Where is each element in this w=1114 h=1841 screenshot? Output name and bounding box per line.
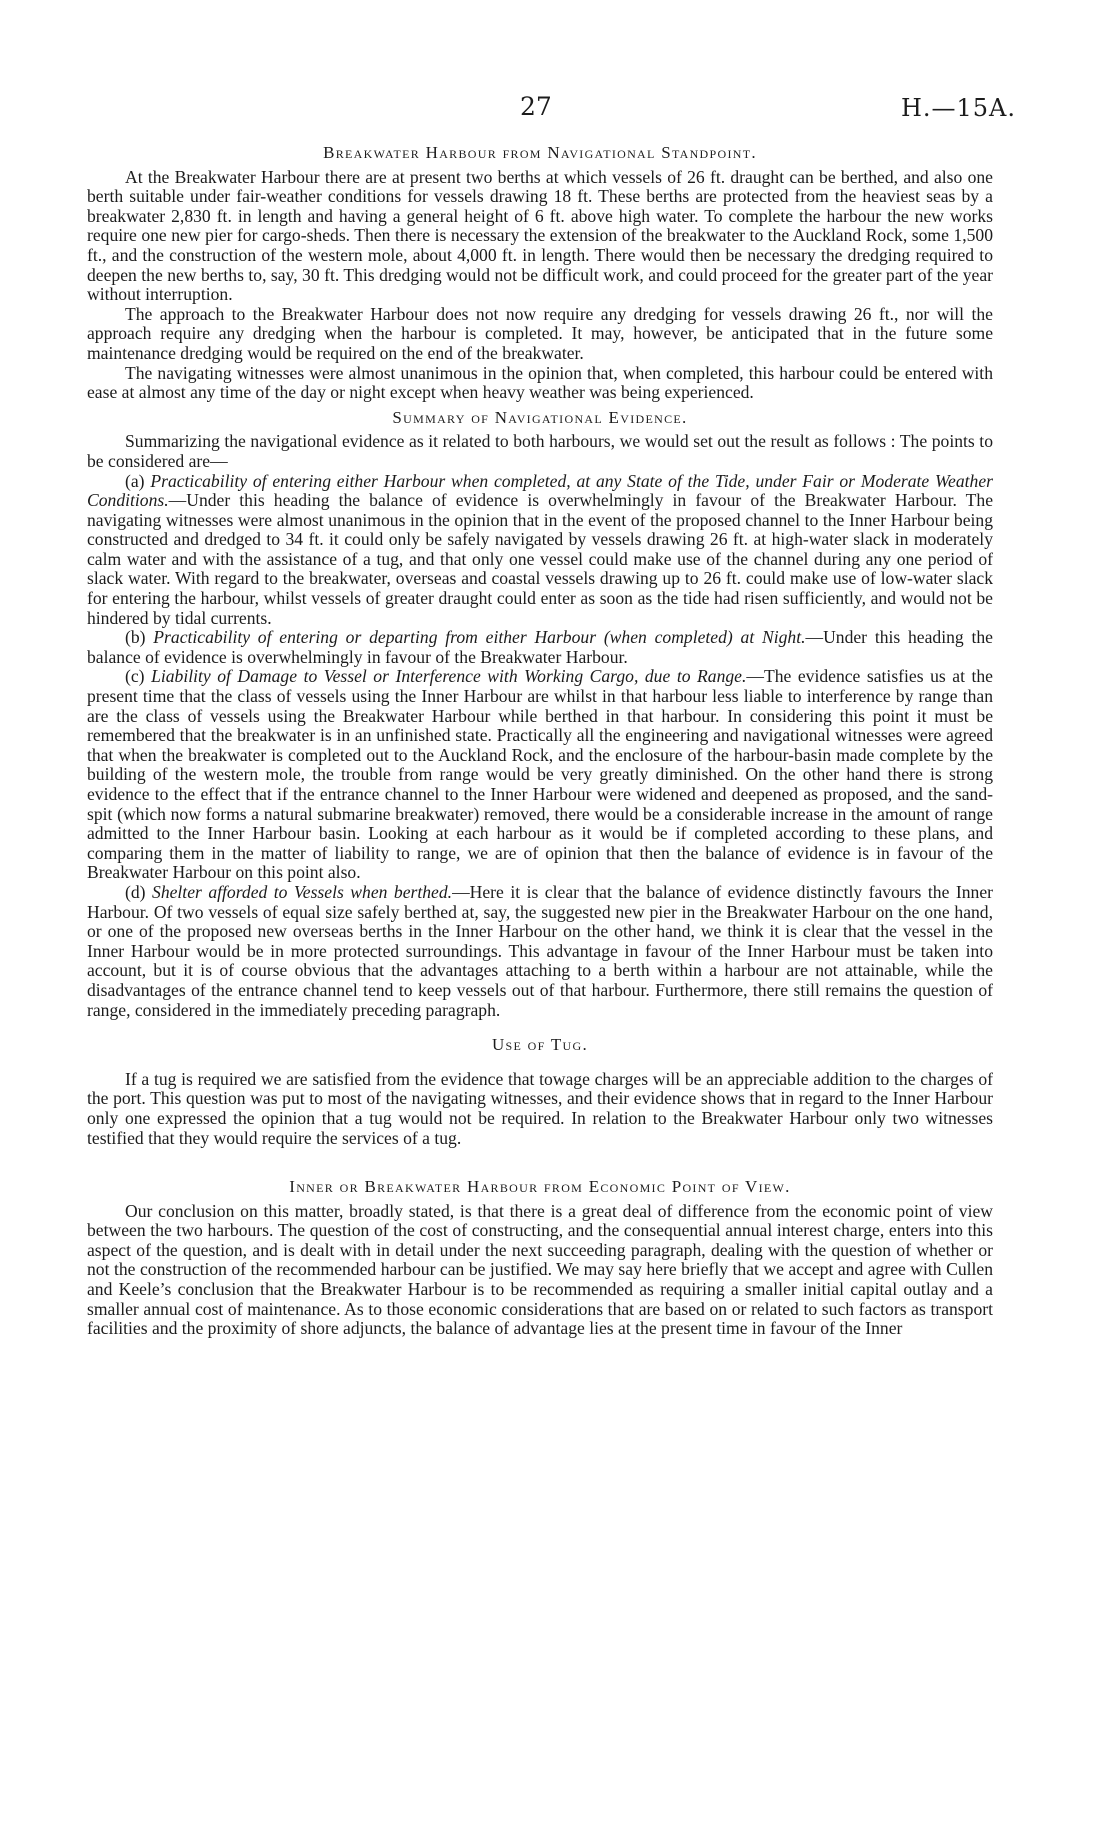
- document-reference: H.—15A.: [900, 94, 1016, 122]
- page-number: 27: [520, 92, 552, 121]
- paragraph: Our conclusion on this matter, broadly stated, is that there is a great deal of difference from the economic point of view between the two harbours. The question of the cost of constructing, and the consequential annual interest charge, enters into this aspect of the question, and is dealt with in detail under the next succeeding paragraph, dealing with the question of whether or not the construction of the recommended harbour can be justified. We may say here briefly that we accept and agree with Cullen and Keele’s conclusion that the Breakwater Harbour is to be recommended as requiring a smaller initial capital outlay and a smaller annual cost of maintenance. As to those economic considerations that are based on or related to such factors as transport facilities and the proximity of shore adjuncts, the balance of advantage lies at the present time in favour of the Inner: [87, 1200, 993, 1339]
- section-heading-economic: Inner or Breakwater Harbour from Economic Point of View.: [289, 1177, 791, 1197]
- paragraph-point-c: [87, 667, 993, 883]
- document-body: [87, 138, 993, 1339]
- paragraph: At the Breakwater Harbour there are at present two berths at which vessels of 26 ft. draught can be berthed, and also one berth suitable under fair-weather conditions for vessels drawing 18 ft. These berths are protected from the heaviest seas by a breakwater 2,830 ft. in length and having a general height of 6 ft. above high water. To complete the harbour the new works require one new pier for cargo-sheds. Then there is necessary the extension of the breakwater to the Auckland Rock, some 1,500 ft., and the construction of the western mole, about 4,000 ft. in length. There would then be necessary the dredging required to deepen the new berths to, say, 30 ft. This dredging would not be difficult work, and could proceed for the greater part of the year without interruption.: [87, 166, 993, 305]
- point-title: Practicability of entering either Harbour when completed, at any State of the Tide, under Fair or Moderate Weather Conditions.: [87, 470, 994, 511]
- point-text: —Under this heading the balance of evidence is overwhelmingly in favour of the Breakwater Harbour. The navigating witnesses were almost unanimous in the opinion that in the event of the proposed channel to the Inner Harbour being constructed and dredged to 34 ft. it could only be safely navigated by vessels drawing 26 ft. at high-water slack in moderately calm water and with the assistance of a tug, and that only one vessel could make use of the channel during any one period of slack water. With regard to the breakwater, overseas and coastal vessels drawing up to 26 ft. could make use of low-water slack for entering the harbour, whilst vessels of greater draught could enter as soon as the tide had risen sufficiently, and would not be hindered by tidal currents.: [87, 490, 993, 628]
- point-title: Liability of Damage to Vessel or Interference with Working Cargo, due to Range.: [151, 666, 747, 687]
- paragraph-point-a: [87, 472, 993, 629]
- section-heading-summary: Summary of Navigational Evidence.: [392, 407, 688, 427]
- point-title: Shelter afforded to Vessels when berthed.: [152, 881, 453, 902]
- spacer: [87, 1020, 993, 1030]
- point-text: —Here it is clear that the balance of evidence distinctly favours the Inner Harbour. Of two vessels of equal size safely berthed at, say, the suggested new pier in the Breakwater Harbour on the one hand, or one of the proposed new overseas berths in the Inner Harbour on the other hand, we think it is clear that the vessel in the Inner Harbour would be in more protected surroundings. This advantage in favour of the Inner Harbour must be taken into account, but it is of course obvious that the advantages attaching to a berth within a harbour are not attainable, while the disadvantages of the entrance channel tend to keep vessels out of that harbour. Furthermore, there still remains the question of range, considered in the immediately preceding paragraph.: [87, 881, 993, 1020]
- point-label: (b): [125, 627, 146, 648]
- point-label: (c): [125, 666, 145, 687]
- paragraph: If a tug is required we are satisfied from the evidence that towage charges will be an appreciable addition to the charges of the port. This question was put to most of the navigating witnesses, and their evidence shows that in regard to the Inner Harbour only one expressed the opinion that a tug would not be required. In relation to the Breakwater Harbour only two witnesses testified that they would require the services of a tug.: [87, 1068, 993, 1148]
- point-title: Practicability of entering or departing from either Harbour (when completed) at Night.: [153, 627, 806, 648]
- point-text: —The evidence satisfies us at the present time that the class of vessels using the Inner Harbour are whilst in that harbour less liable to interference by range than are the class of vessels using the Breakwater Harbour while berthed in that harbour. In considering this point it must be remembered that the breakwater is in an unfinished state. Practically all the engineering and navigational witnesses were agreed that when the breakwater is completed out to the Auckland Rock, and the enclosure of the harbour-basin made complete by the building of the western mole, the trouble from range would be very greatly diminished. On the other hand there is strong evidence to the effect that if the entrance channel to the Inner Harbour were widened and deepened as proposed, and the sand-spit (which now forms a natural submarine breakwater) removed, there would be a considerable increase in the amount of range admitted to the Inner Harbour basin. Looking at each harbour as it would be if completed according to these plans, and comparing them in the matter of liability to range, we are of opinion that then the balance of evidence is in favour of the Breakwater Harbour on this point also.: [87, 666, 993, 883]
- point-label: (a): [125, 470, 145, 491]
- section-heading-tug: Use of Tug.: [491, 1035, 589, 1055]
- paragraph: The approach to the Breakwater Harbour does not now require any dredging for vessels drawing 26 ft., nor will the approach require any dredging when the harbour is completed. It may, however, be anticipated that in the future some maintenance dredging would be required on the end of the breakwater.: [87, 303, 993, 363]
- spacer: [87, 1148, 993, 1172]
- paragraph-point-b: [87, 628, 993, 667]
- point-label: (d): [125, 881, 146, 902]
- point-text: —Under this heading the balance of evidence is overwhelmingly in favour of the Breakwater Harbour.: [87, 627, 993, 667]
- paragraph-point-d: [87, 883, 993, 1020]
- section-heading-breakwater: Breakwater Harbour from Navigational Standpoint.: [323, 143, 757, 162]
- paragraph: The navigating witnesses were almost unanimous in the opinion that, when completed, this harbour could be entered with ease at almost any time of the day or night except when heavy weather was being experienced.: [87, 362, 993, 403]
- paragraph: Summarizing the navigational evidence as it related to both harbours, we would set out the result as follows : The points to be considered are—: [87, 431, 993, 471]
